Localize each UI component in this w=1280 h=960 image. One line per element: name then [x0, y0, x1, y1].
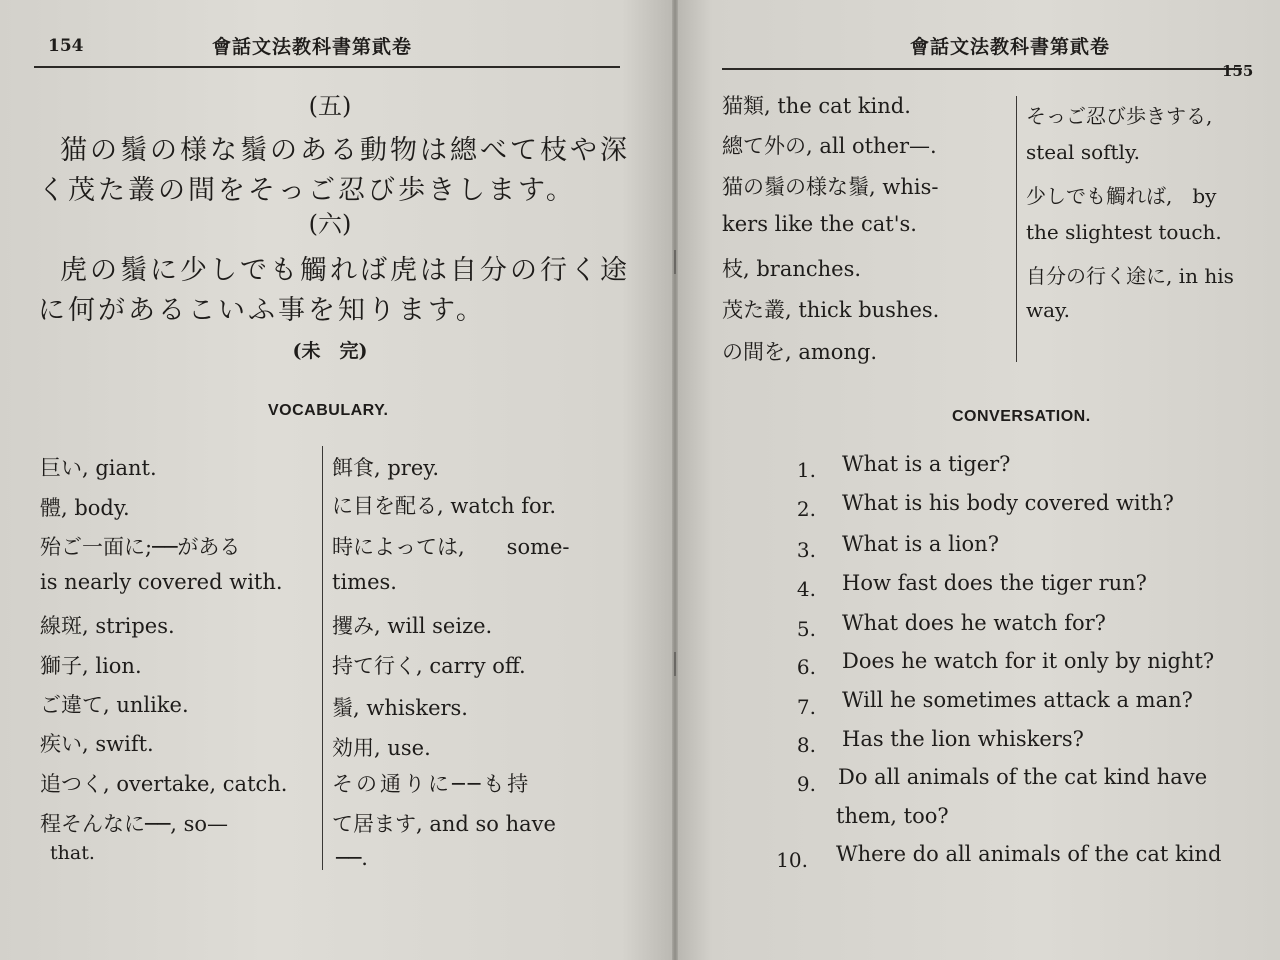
vocab-entry: 餌食, prey.: [332, 456, 440, 480]
binding-stitch: [674, 250, 676, 274]
question-text: What is his body covered with?: [842, 491, 1174, 515]
question-text: Does he watch for it only by night?: [842, 649, 1215, 673]
vocab-entry: 疾い, swift.: [40, 732, 154, 756]
question-text: them, too?: [836, 804, 949, 828]
question-text: Has the lion whiskers?: [842, 727, 1084, 751]
vocab-entry: 殆ご一面に;──がある: [40, 535, 241, 559]
vocab-entry: 攫み, will seize.: [332, 614, 493, 638]
vocab-entry: 鬚, whiskers.: [332, 696, 468, 720]
vocab-entry: の間を, among.: [722, 340, 878, 364]
vocab-entry: 少しでも觸れば, by: [1026, 184, 1217, 208]
vocab-entry: 時によっては, some-: [332, 535, 570, 559]
para-five-line-1: 猫の鬚の様な鬚のある動物は總べて枝や深: [60, 135, 630, 166]
question-text: What does he watch for?: [842, 611, 1106, 635]
vocabulary-heading: VOCABULARY.: [268, 402, 389, 419]
right-page: [676, 0, 1280, 960]
question-number: 1.: [796, 458, 816, 482]
vocab-entry: ──.: [336, 846, 368, 870]
vocab-entry: way.: [1026, 298, 1071, 322]
vocab-entry: times.: [332, 570, 397, 594]
para-six-line-2: に何があるこいふ事を知ります。: [38, 295, 486, 326]
vocab-entry: 獅子, lion.: [40, 654, 142, 678]
question-text: Will he sometimes attack a man?: [842, 688, 1193, 712]
vocab-entry: 猫の鬚の様な鬚, whis-: [722, 175, 939, 199]
para-six-line-1: 虎の鬚に少しでも觸れば虎は自分の行く途: [60, 255, 630, 286]
vocab-entry: is nearly covered with.: [40, 570, 283, 594]
book-gutter: [672, 0, 678, 960]
question-number: 5.: [796, 617, 816, 641]
binding-stitch: [674, 652, 676, 676]
unfinished-mark: (未 完): [292, 340, 368, 362]
vocab-entry: 線斑, stripes.: [40, 614, 175, 638]
question-number: 4.: [796, 577, 816, 601]
header-rule-right: [722, 68, 1242, 70]
vocab-entry: 枝, branches.: [722, 257, 862, 281]
section-heading-five: (五): [308, 92, 352, 120]
para-five-line-2: く茂た叢の間をそっご忍び歩きします。: [38, 175, 576, 206]
question-number: 10.: [776, 848, 808, 872]
question-number: 3.: [796, 538, 816, 562]
page-number-right: 155: [1222, 62, 1254, 80]
question-number: 6.: [796, 655, 816, 679]
vocab-entry: 程そんなに──, so—: [40, 812, 229, 836]
vocab-entry: に目を配る, watch for.: [332, 494, 557, 518]
question-text: How fast does the tiger run?: [842, 571, 1147, 595]
vocab-entry: そっご忍び歩きする,: [1026, 104, 1213, 128]
vocab-entry: kers like the cat's.: [722, 212, 917, 236]
question-number: 8.: [796, 733, 816, 757]
header-rule-left: [34, 66, 620, 68]
vocab-entry: 體, body.: [40, 496, 130, 520]
vocab-entry: その通りに──も持: [332, 772, 532, 796]
vocab-entry: て居ます, and so have: [332, 812, 556, 836]
page-number-left: 154: [48, 36, 84, 56]
vocab-entry: that.: [50, 842, 95, 864]
section-heading-six: (六): [308, 210, 352, 238]
question-text: Do all animals of the cat kind have: [838, 765, 1208, 789]
question-text: What is a tiger?: [842, 452, 1011, 476]
vocab-entry: 巨い, giant.: [40, 456, 157, 480]
vocab-entry: steal softly.: [1026, 140, 1140, 164]
question-number: 9.: [796, 772, 816, 796]
running-head-left: 會話文法教科書第貮卷: [212, 36, 413, 58]
vocab-entry: 猫類, the cat kind.: [722, 94, 911, 118]
question-number: 7.: [796, 695, 816, 719]
vocab-entry: 持て行く, carry off.: [332, 654, 526, 678]
vocab-entry: 追つく, overtake, catch.: [40, 772, 288, 796]
vocab-entry: ご違て, unlike.: [40, 693, 189, 717]
vocab-entry: 効用, use.: [332, 736, 431, 760]
running-head-right: 會話文法教科書第貮卷: [910, 36, 1111, 58]
vocab-entry: 總て外の, all other—.: [722, 134, 937, 158]
vocab-entry: the slightest touch.: [1026, 220, 1222, 244]
question-text: Where do all animals of the cat kind: [836, 842, 1222, 866]
vocab-column-divider: [322, 446, 323, 870]
vocab-entry: 自分の行く途に, in his: [1026, 264, 1234, 288]
conversation-heading: CONVERSATION.: [952, 408, 1091, 425]
right-vocab-column-divider: [1016, 96, 1017, 362]
question-number: 2.: [796, 497, 816, 521]
vocab-entry: 茂た叢, thick bushes.: [722, 298, 940, 322]
question-text: What is a lion?: [842, 532, 999, 556]
